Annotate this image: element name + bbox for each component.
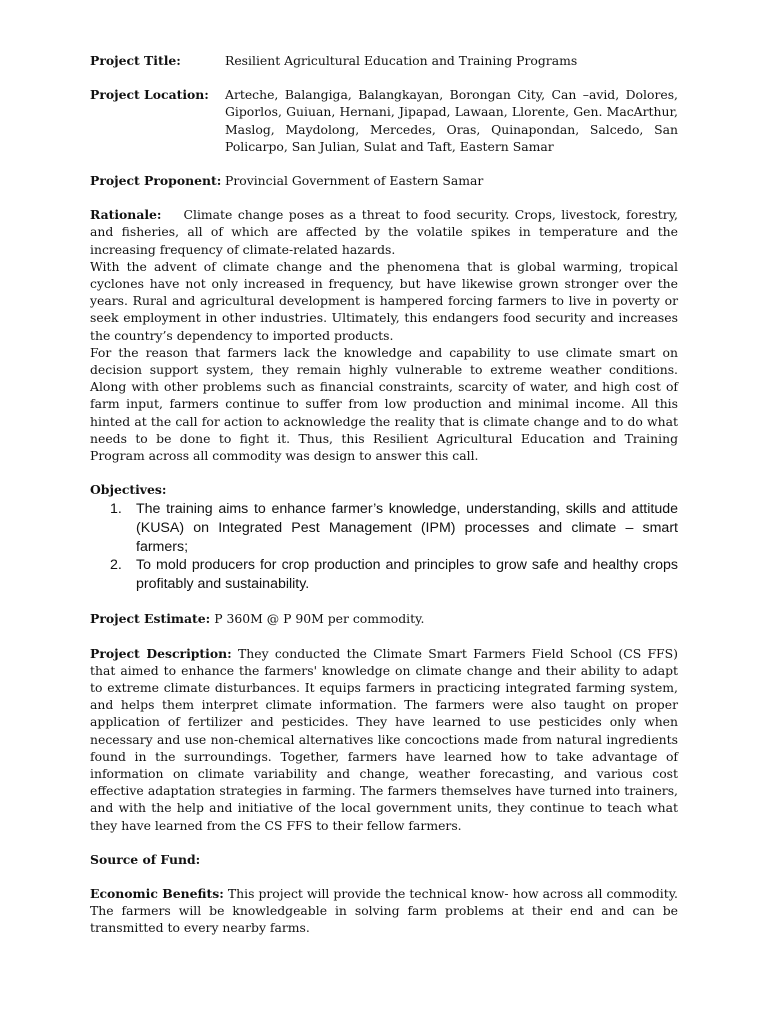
project-proponent-label: Project Proponent: (90, 173, 222, 189)
objective-number: 2. (110, 557, 122, 574)
project-description-label: Project Description: (90, 645, 232, 661)
objective-item (110, 500, 678, 556)
project-location-value: Arteche, Balangiga, Balangkayan, Borongan City, Can –avid, Dolores, Giporlos, Guiuan, Hernani, Jipapad, Lawaan, Llorente, Gen. MacArthur, Maslog, Maydolong, Mercedes, Oras, Quinapondan, Salcedo, San Policarpo, San Julian, Sulat and Taft, Eastern Samar (225, 87, 678, 154)
objective-item (110, 556, 678, 593)
project-title-value: Resilient Agricultural Education and Training Programs (225, 53, 578, 68)
objective-text: The training aims to enhance farmer’s knowledge, understanding, skills and attitude (KUSA) on Integrated Pest Management (IPM) processes and climate – smart farmers; (136, 501, 678, 555)
project-estimate-label: Project Estimate: (90, 611, 211, 627)
rationale-paragraph-1 (90, 206, 678, 258)
project-estimate (90, 610, 678, 627)
document-page (90, 52, 678, 954)
rationale-section (90, 206, 678, 464)
rationale-label: Rationale: (90, 207, 162, 223)
economic-benefits-value: This project will provide the technical know- how across all commodity. The farmers will be knowledgeable in solving farm problems at their end and can be transmitted to every nearby farms. (90, 886, 678, 936)
source-of-fund (90, 851, 678, 868)
project-proponent-row (90, 172, 678, 189)
project-proponent-value: Provincial Government of Eastern Samar (225, 173, 484, 189)
rationale-paragraph-3: For the reason that farmers lack the knowledge and capability to use climate smart on decision support system, they remain highly vulnerable to extreme weather conditions. Along with other problems such as financial constraints, scarcity of water, and high cost of farm input, farmers continue to suffer from low production and minimal income. All this hinted at the call for action to acknowledge the reality that is climate change and to do what needs to be done to fight it. Thus, this Resilient Agricultural Education and Training Program across all commodity was design to answer this call. (90, 344, 678, 464)
economic-benefits (90, 885, 678, 937)
project-location-label: Project Location: (90, 87, 209, 103)
project-description (90, 645, 678, 834)
objective-number: 1. (110, 501, 122, 518)
project-estimate-value: P 360M @ P 90M per commodity. (214, 611, 425, 627)
source-of-fund-label: Source of Fund: (90, 851, 201, 867)
rationale-text-1: Climate change poses as a threat to food security. Crops, livestock, forestry, and fisheries, all of which are affected by the volatile spikes in temperature and the increasing frequency of climate-related hazards. (90, 207, 678, 257)
project-description-value: They conducted the Climate Smart Farmers Field School (CS FFS) that aimed to enhance the farmers' knowledge on climate change and their ability to adapt to extreme climate disturbances. It equips farmers in practicing integrated farming system, and helps them interpret climate information. The farmers were also taught on proper application of fertilizer and pesticides. They have learned to use pesticides only when necessary and use non-chemical alternatives like concoctions made from natural ingredients found in the surroundings. Together, farmers have learned how to take advantage of information on climate variability and change, weather forecasting, and various cost effective adaptation strategies in farming. The farmers themselves have turned into trainers, and with the help and initiative of the local government units, they continue to teach what they have learned from the CS FFS to their fellow farmers. (90, 645, 678, 833)
project-location-row (90, 86, 678, 155)
objective-text: To mold producers for crop production and principles to grow safe and healthy crops profitably and sustainability. (136, 557, 678, 592)
objectives-list (90, 500, 678, 593)
project-title-row (90, 52, 678, 69)
economic-benefits-label: Economic Benefits: (90, 886, 224, 902)
project-title-label: Project Title: (90, 53, 181, 68)
rationale-paragraph-2: With the advent of climate change and the phenomena that is global warming, tropical cyclones have not only increased in frequency, but have likewise grown stronger over the years. Rural and agricultural development is hampered forcing farmers to live in poverty or seek employment in other industries. Ultimately, this endangers food security and increases the country’s dependency to imported products. (90, 258, 678, 343)
objectives-label: Objectives: (90, 482, 167, 498)
